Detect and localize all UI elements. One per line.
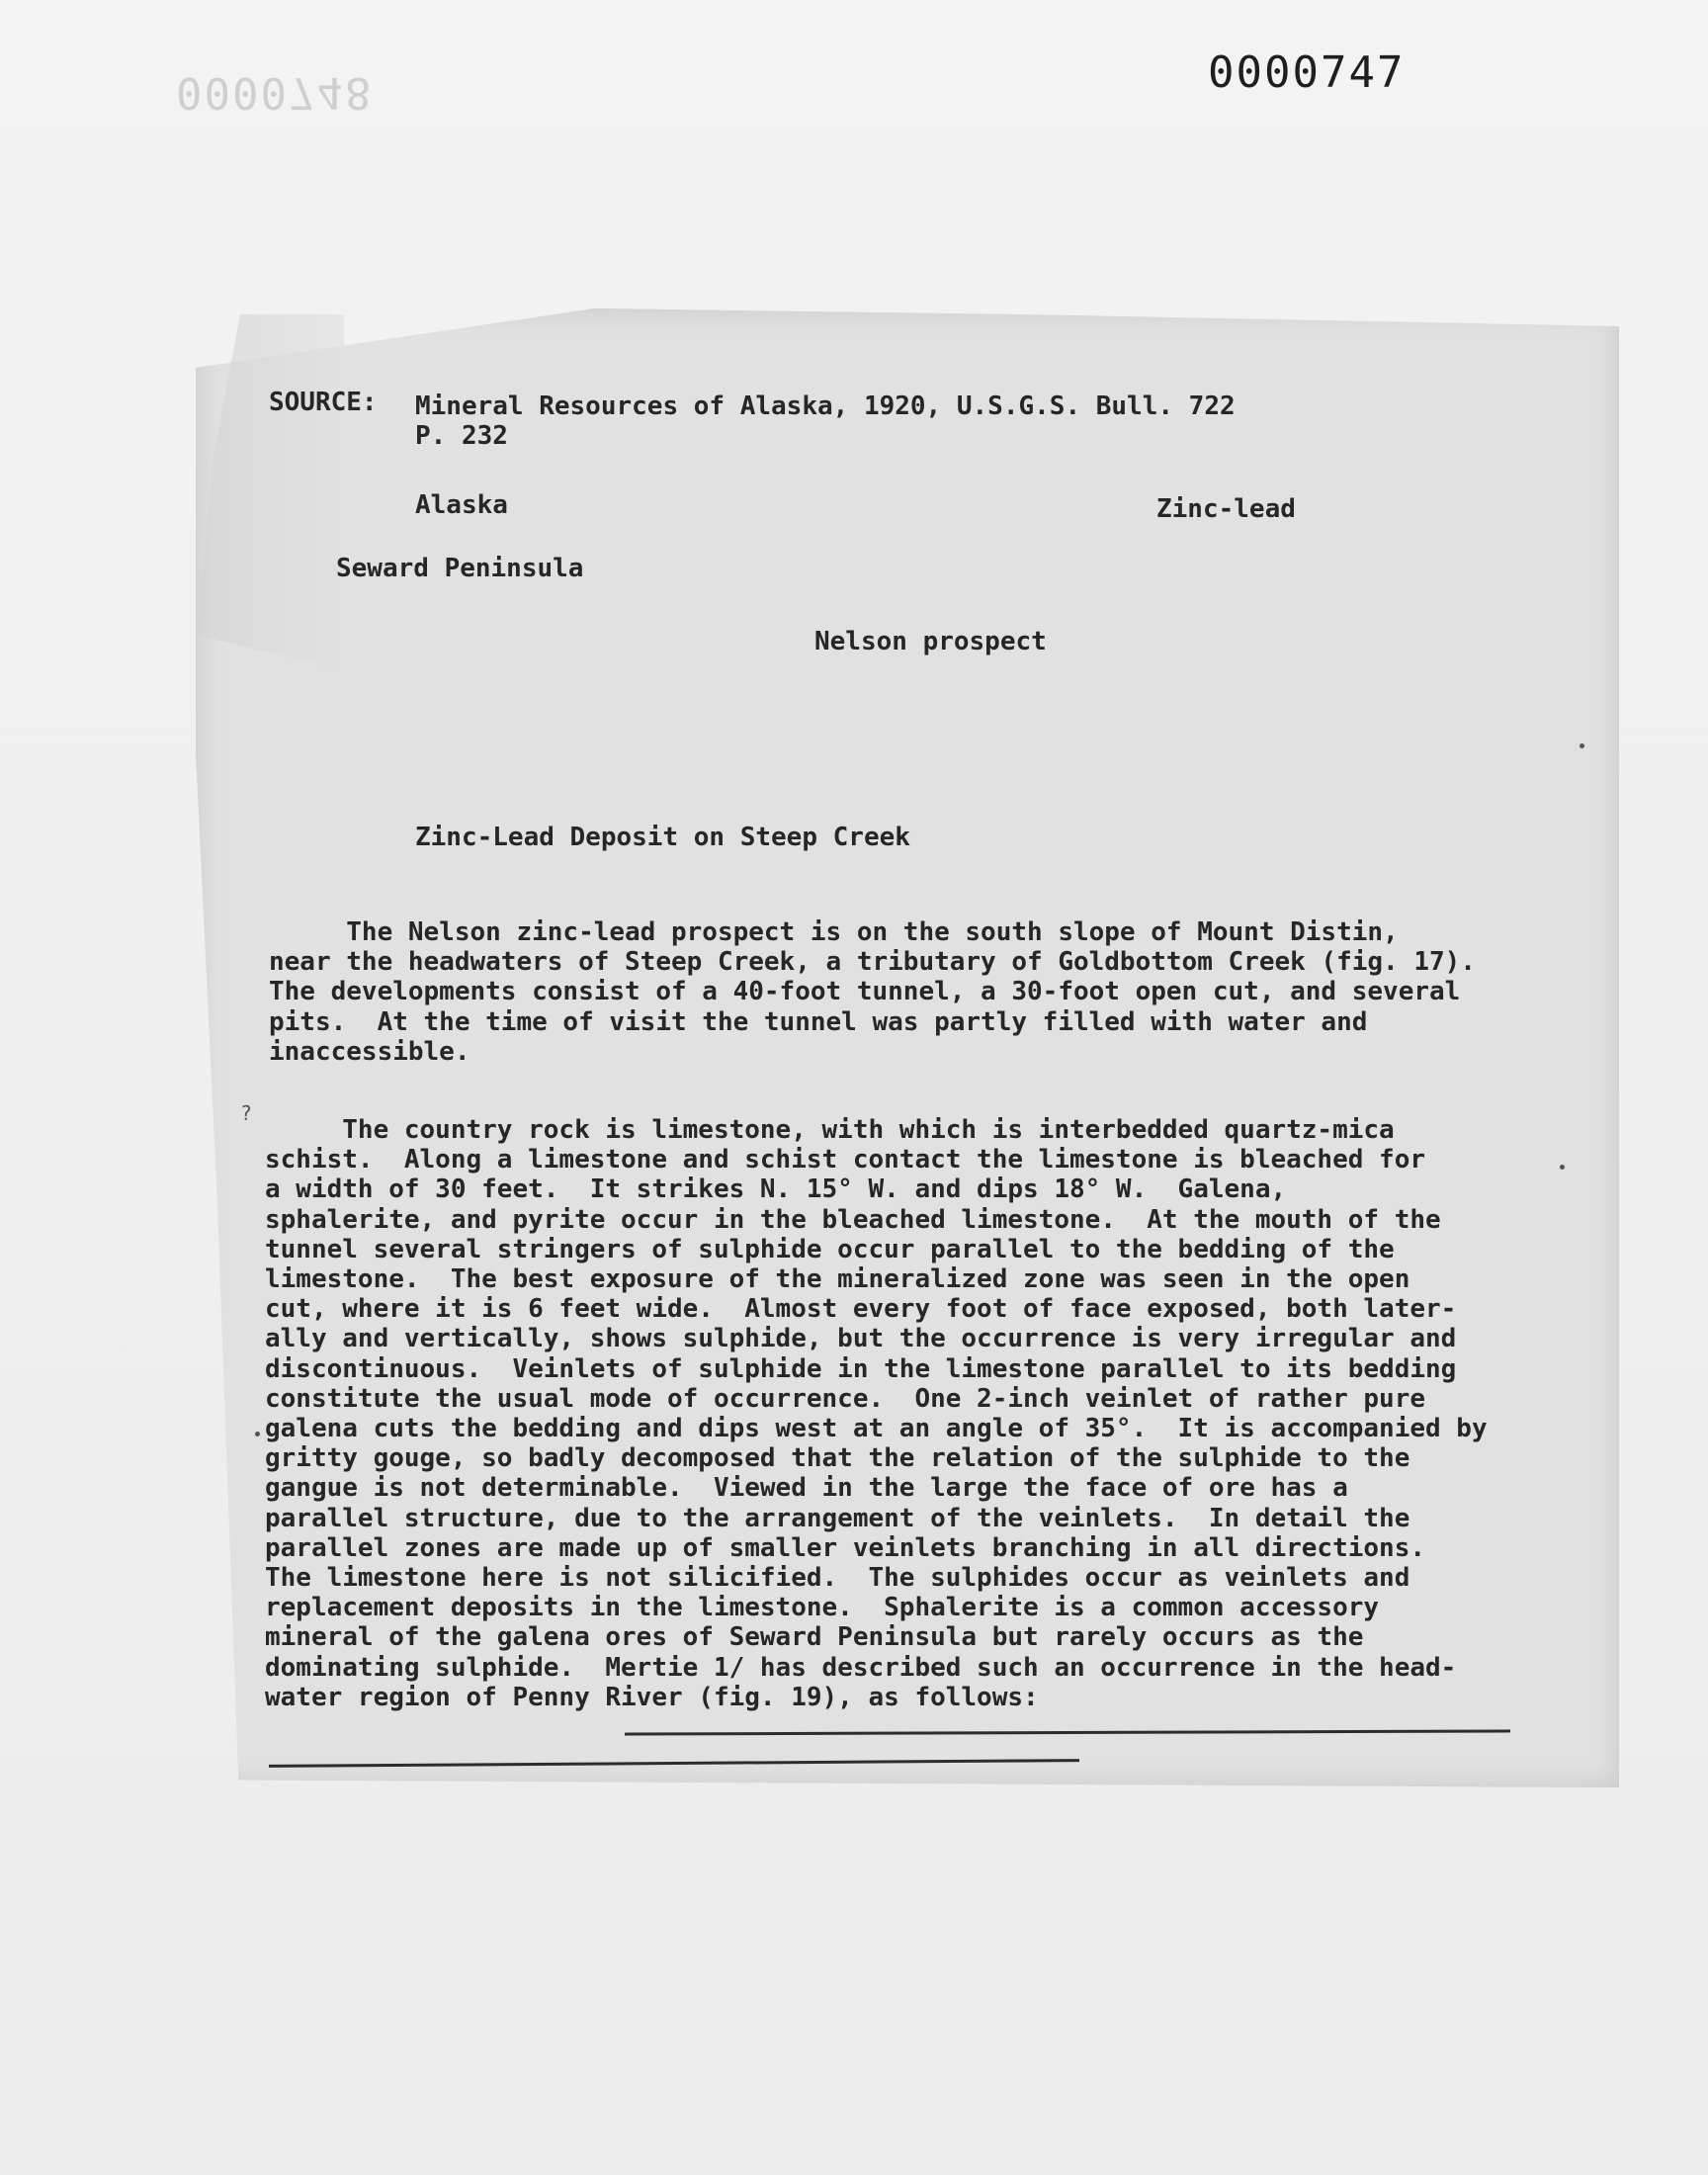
margin-mark: ? [240,1101,253,1125]
source-label: SOURCE: [269,388,378,417]
page-number: 0000747 [1208,47,1406,98]
commodity-label: Zinc-lead [1156,494,1296,524]
scan-speck [255,1432,260,1436]
scan-speck [1580,743,1584,748]
source-page: P. 232 [415,421,508,451]
section-heading: Zinc-Lead Deposit on Steep Creek [415,823,910,852]
paragraph-2: The country rock is limestone, with which is interbedded quartz-mica schist. Along a limestone and schist contact the limestone is bleached for a width of 30 feet. It strikes N. 15° W. and dips 18° W. Galena, sphalerite, and pyrite occur in the bleached limestone. At the mouth of the tunnel several stringers of sulphide occur parallel to the bedding of the limestone. The best exposure of the mineralized zone was seen in the open cut, where it is 6 feet wide. Almost every foot of face exposed, both later- ally and vertically, shows sulphide, but the occurrence is very irregular and discontinuous. Veinlets of sulphide in the limestone parallel to its bedding constitute the usual mode of occurrence. One 2-inch veinlet of rather pure galena cuts the bedding and dips west at an angle of 35°. It is accompanied by gritty gouge, so badly decomposed that the relation of the sulphide to the gangue is not determinable. Viewed in the large the face of ore has a parallel structure, due to the arrangement of the veinlets. In detail the parallel zones are made up of smaller veinlets branching in all directions. The limestone here is not silicified. The sulphides occur as veinlets and replacement deposits in the limestone. Sphalerite is a common accessory mineral of the galena ores of Seward Peninsula but rarely occurs as the dominating sulphide. Mertie 1/ has described such an occurrence in the head- water region of Penny River (fig. 19), as follows: [265,1115,1488,1712]
ghost-page-number: 0000748 [176,67,374,118]
paragraph-1: The Nelson zinc-lead prospect is on the south slope of Mount Distin, near the headwaters of Steep Creek, a tributary of Goldbottom Creek (fig. 17). The developments consist of a 40-foot tunnel, a 30-foot open cut, and several pits. At the time of visit the tunnel was partly filled with water and inaccessible. [269,917,1476,1067]
state-label: Alaska [415,490,508,520]
source-citation: Mineral Resources of Alaska, 1920, U.S.G.S. Bull. 722 [415,392,1236,421]
region-label: Seward Peninsula [336,554,584,583]
property-name: Nelson prospect [814,627,1047,656]
scan-speck [1560,1165,1565,1170]
